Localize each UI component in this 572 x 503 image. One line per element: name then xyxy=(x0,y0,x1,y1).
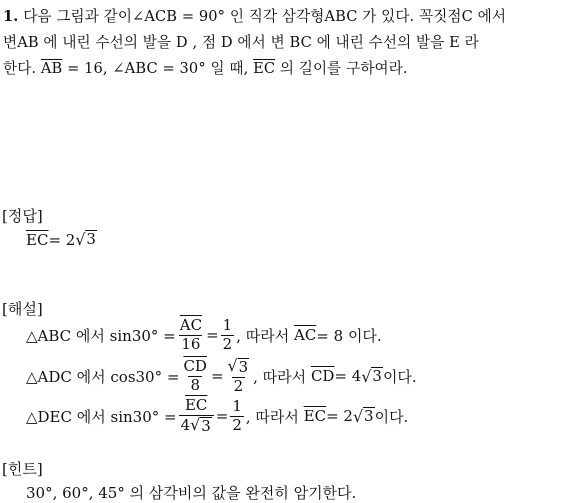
problem-text-1: 다음 그림과 같이∠ACB = 90° 인 직각 삼각형ABC 가 있다. 꼭짓점C 에서 xyxy=(23,8,507,25)
row2-frac-2-radicand: 3 xyxy=(238,358,249,376)
answer-segment: $\overline{EC}$ xyxy=(26,230,49,249)
explanation-row-2 xyxy=(26,358,417,394)
row2-frac-2 xyxy=(226,358,252,394)
problem-line-2 xyxy=(3,31,479,52)
row1-frac-1-den: 16 xyxy=(181,334,201,353)
row3-suffix-b: = 2 xyxy=(326,407,353,426)
row1-segment: $\overline{AC}$ xyxy=(293,326,317,345)
row3-suffix-radicand: 3 xyxy=(364,406,374,425)
row2-frac-2-sqrt: √ 3 xyxy=(227,356,249,376)
problem-line-3 xyxy=(3,57,408,78)
row1-suffix-a: , 따라서 xyxy=(236,326,290,345)
row1-eq: = xyxy=(206,326,219,345)
row3-frac-1-den xyxy=(179,415,214,435)
row3-frac-2-num: 1 xyxy=(232,396,242,415)
row2-suffix-a: , 따라서 xyxy=(253,367,307,386)
row3-suffix-sqrt: √ 3 xyxy=(352,406,374,426)
answer-radicand: 3 xyxy=(86,230,96,248)
problem-number: 1. xyxy=(3,8,19,25)
row3-frac-2 xyxy=(230,396,244,434)
answer-label: [정답] xyxy=(2,207,43,225)
row3-frac-2-den: 2 xyxy=(232,415,242,434)
problem-text-3c: 의 길이를 구하여라. xyxy=(275,60,408,77)
row2-frac-1-num: $\overline{CD}$ xyxy=(183,356,207,375)
row3-frac-1-den-sqrt: √ 3 xyxy=(190,414,211,435)
problem-text-3a: 한다. xyxy=(3,60,37,77)
row2-frac-2-den: 2 xyxy=(233,376,244,395)
row3-eq: = xyxy=(215,407,229,426)
row1-prefix: △ABC 에서 sin30° = xyxy=(26,326,176,345)
row3-frac-1-den-coef: 4 xyxy=(180,415,191,434)
explanation-row-3 xyxy=(26,398,408,434)
problem-text-2: 변AB 에 내린 수선의 발을 D , 점 D 에서 변 BC 에 내린 수선의 발을 E 라 xyxy=(3,34,479,51)
problem-line-1 xyxy=(3,5,506,26)
row3-suffix-c: 이다. xyxy=(374,407,409,426)
hint-label: [힌트] xyxy=(2,460,43,478)
row1-frac-1 xyxy=(178,318,204,353)
hint-text: 30°, 60°, 45° 의 삼각비의 값을 완전히 암기한다. xyxy=(26,484,357,502)
row3-frac-1-den-radicand: 3 xyxy=(201,416,211,435)
row1-frac-1-num: $\overline{AC}$ xyxy=(179,316,203,334)
answer-value xyxy=(26,230,97,249)
row1-frac-2-num: 1 xyxy=(222,316,233,334)
row2-frac-2-num xyxy=(226,358,252,377)
row2-prefix: △ADC 에서 cos30° = xyxy=(26,367,180,386)
segment-ab: $\overline{AB}$ xyxy=(40,60,63,77)
row2-suffix-c: 이다. xyxy=(382,367,417,386)
row3-prefix: △DEC 에서 sin30° = xyxy=(26,407,177,426)
answer-eq: = 2 xyxy=(48,230,76,249)
row3-segment: $\overline{EC}$ xyxy=(303,407,327,426)
explanation-row-1 xyxy=(26,318,382,353)
row1-frac-2 xyxy=(221,318,235,353)
row2-suffix-sqrt: √ 3 xyxy=(361,366,382,386)
row2-frac-1 xyxy=(181,356,209,394)
row2-segment: $\overline{CD}$ xyxy=(310,367,335,386)
row2-eq: = xyxy=(210,367,224,386)
row1-suffix-b: = 8 이다. xyxy=(316,326,382,345)
row3-frac-1 xyxy=(179,398,214,434)
row2-suffix-b: = 4 xyxy=(334,367,362,386)
explanation-label: [해설] xyxy=(2,300,43,318)
problem-text-3b: = 16, ∠ABC = 30° 일 때, xyxy=(62,60,249,77)
answer-sqrt: √ 3 xyxy=(75,230,96,249)
segment-ec: $\overline{EC}$ xyxy=(253,60,276,77)
row2-suffix-radicand: 3 xyxy=(372,366,382,385)
row2-frac-1-den: 8 xyxy=(190,375,200,394)
row3-suffix-a: , 따라서 xyxy=(245,407,299,426)
row1-frac-2-den: 2 xyxy=(222,334,233,353)
row3-frac-1-num: $\overline{EC}$ xyxy=(184,396,208,414)
